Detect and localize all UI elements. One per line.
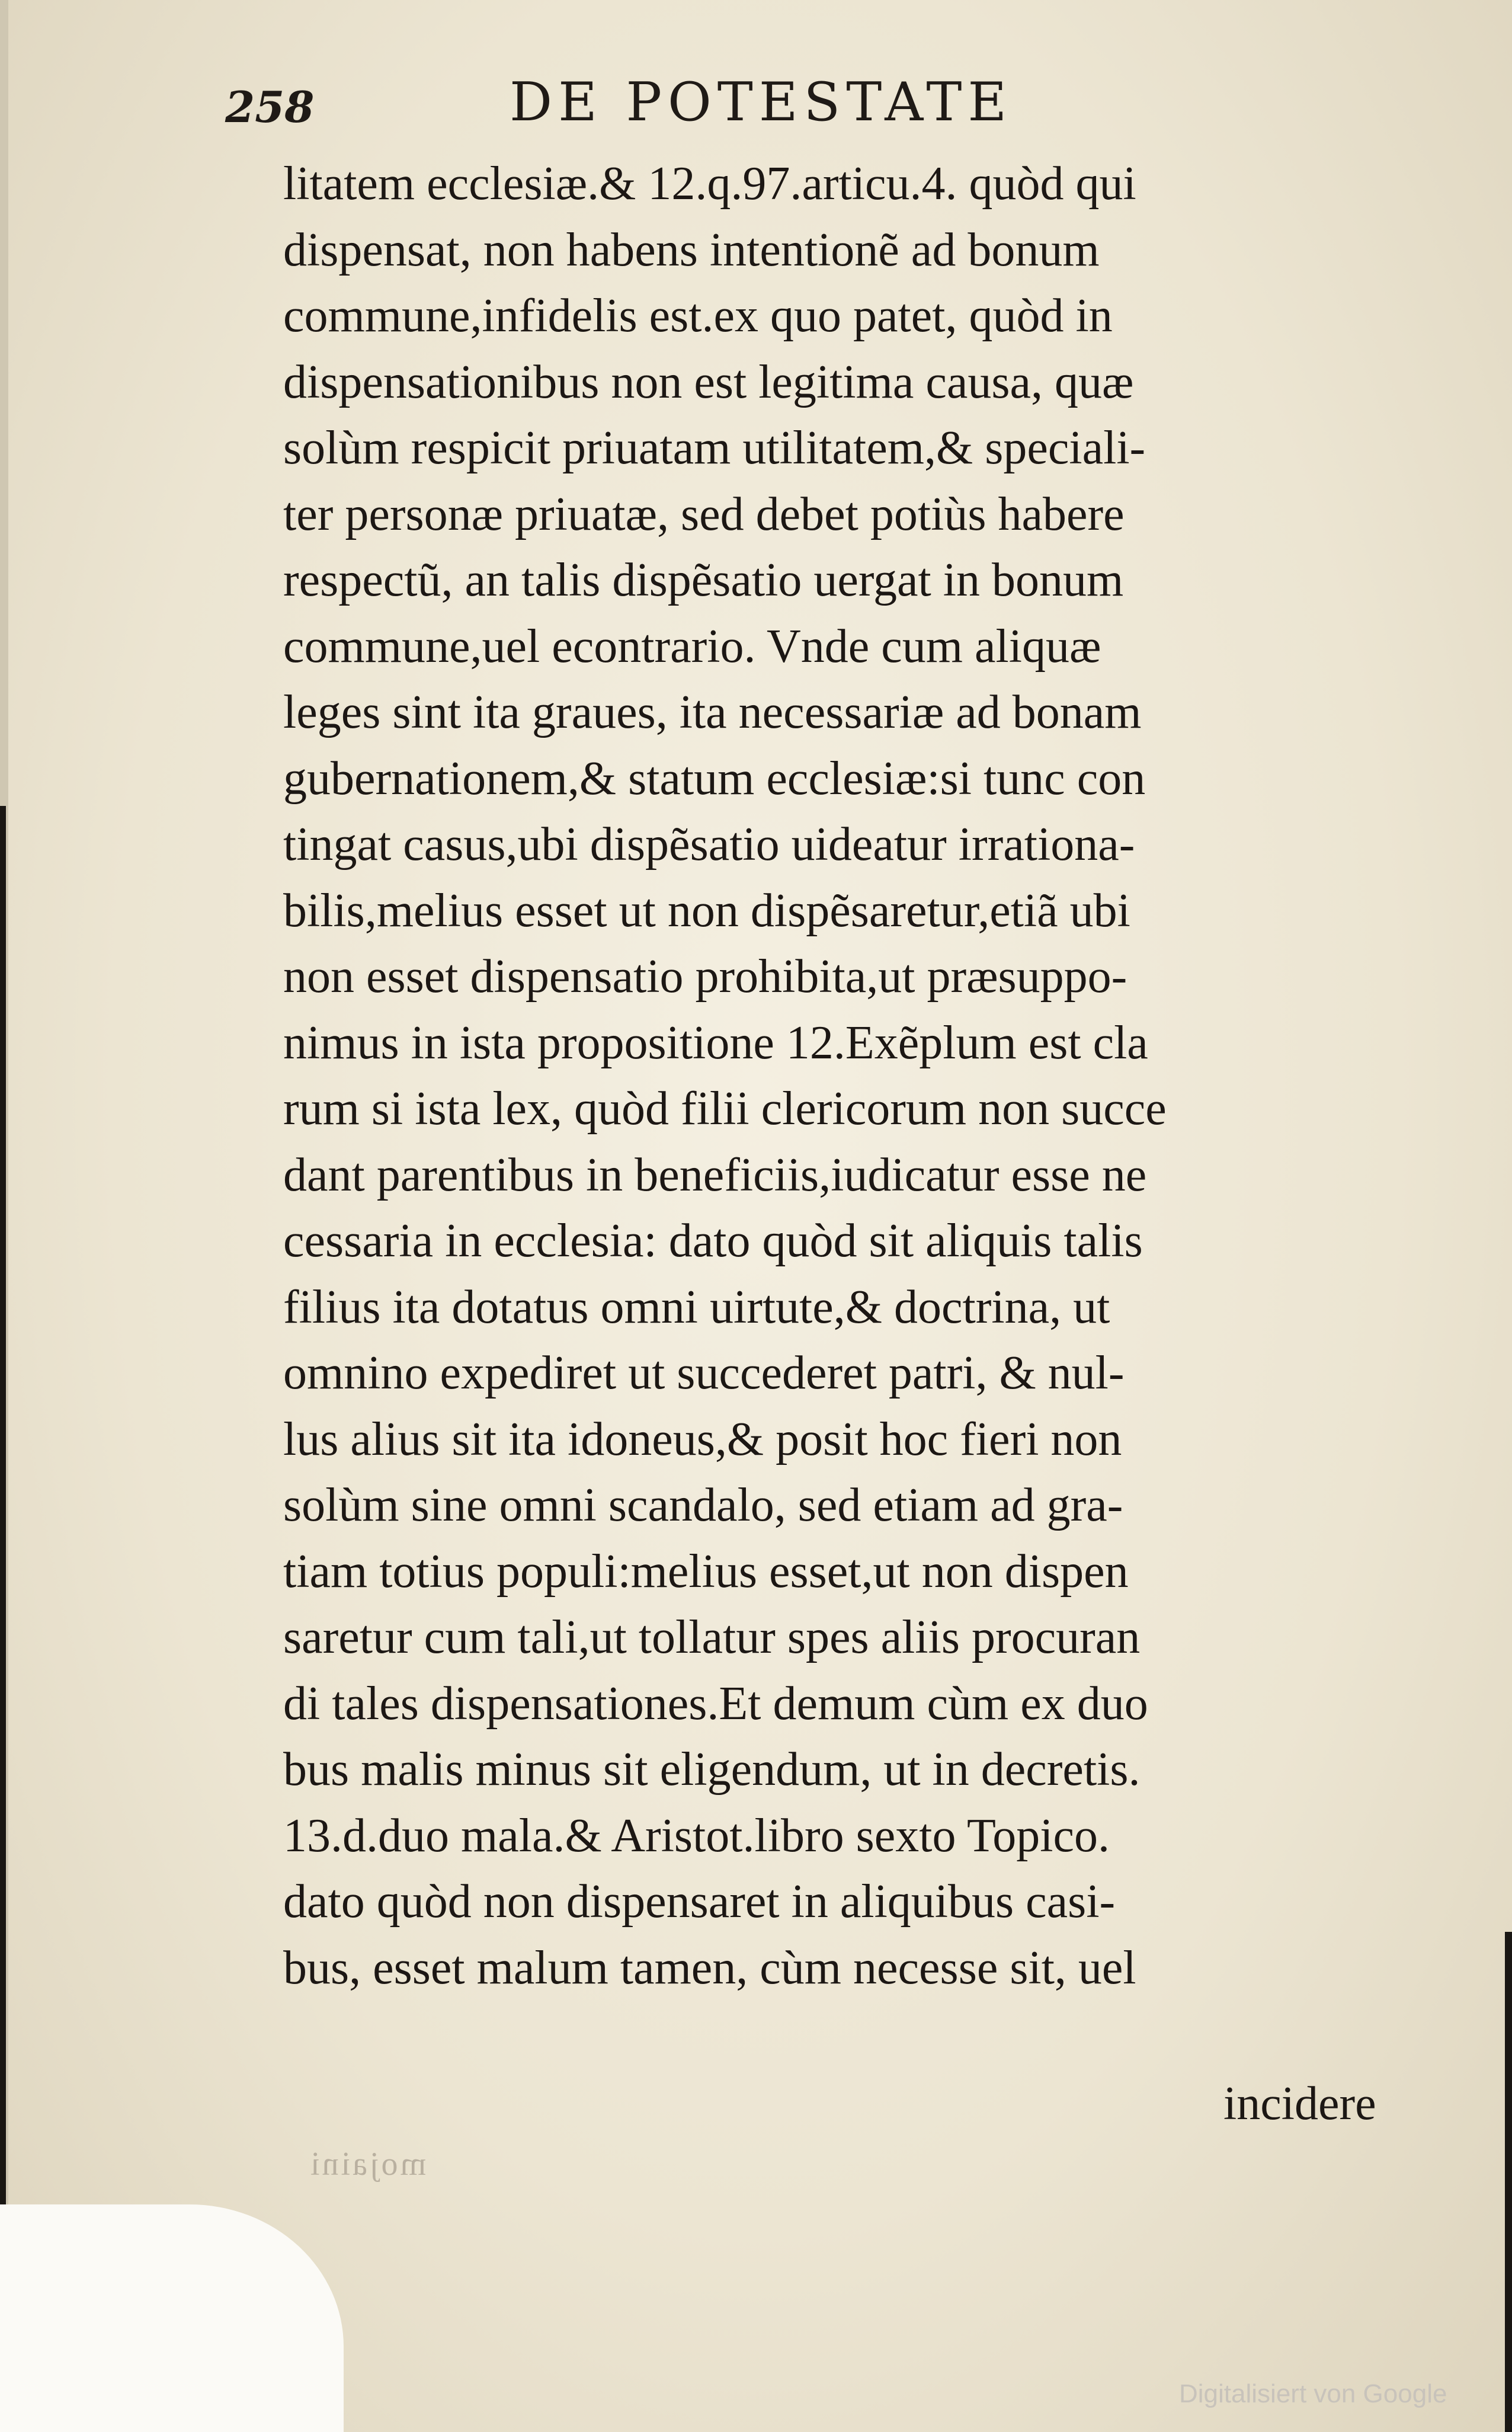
torn-corner — [0, 2204, 344, 2432]
scan-edge-right — [1505, 1932, 1512, 2432]
text-line: commune,infidelis est.ex quo patet, quòd in — [283, 290, 1113, 342]
text-line: solùm sine omni scandalo, sed etiam ad gra- — [283, 1479, 1123, 1531]
text-line: leges sint ita graues, ita necessariæ ad bonam — [283, 686, 1142, 738]
text-line: dant parentibus in beneficiis,iudicatur esse ne — [283, 1148, 1147, 1201]
text-line: litatem ecclesiæ.& 12.q.97.articu.4. quòd qui — [283, 158, 1136, 210]
body-text — [283, 151, 1409, 2001]
bleed-through-text: mojaini — [308, 2146, 427, 2183]
text-line: solùm respicit priuatam utilitatem,& speciali- — [283, 422, 1146, 474]
text-line: non esset dispensatio prohibita,ut præsuppo- — [283, 951, 1127, 1003]
text-line: bus malis minus sit eligendum, ut in decretis. — [283, 1743, 1141, 1796]
page-number: 258 — [225, 82, 315, 132]
text-line: tingat casus,ubi dispẽsatio uideatur irrationa- — [283, 818, 1135, 871]
text-line: dato quòd non dispensaret in aliquibus casi- — [283, 1876, 1116, 1928]
text-line: ter personæ priuatæ, sed debet potiùs habere — [283, 488, 1125, 540]
text-line: gubernationem,& statum ecclesiæ:si tunc con — [283, 752, 1146, 805]
text-line: respectũ, an talis dispẽsatio uergat in bonum — [283, 554, 1124, 606]
text-line: bus, esset malum tamen, cùm necesse sit, uel — [283, 1941, 1136, 1994]
text-line: nimus in ista propositione 12.Exẽplum est cla — [283, 1016, 1148, 1069]
text-line: omnino expediret ut succederet patri, & nul- — [283, 1347, 1125, 1399]
page-header — [225, 71, 1380, 142]
text-line: dispensat, non habens intentionẽ ad bonum — [283, 223, 1100, 276]
catchword: incidere — [1223, 2078, 1376, 2130]
text-line: di tales dispensationes.Et demum cùm ex duo — [283, 1677, 1148, 1730]
text-line: bilis,melius esset ut non dispẽsaretur,etiã ubi — [283, 884, 1130, 937]
running-title: DE POTESTATE — [510, 71, 1013, 133]
text-line: lus alius sit ita idoneus,& posit hoc fieri non — [283, 1413, 1122, 1465]
text-line: filius ita dotatus omni uirtute,& doctrina, ut — [283, 1281, 1110, 1333]
text-line: 13.d.duo mala.& Aristot.libro sexto Topico. — [283, 1809, 1110, 1862]
text-line: saretur cum tali,ut tollatur spes aliis procuran — [283, 1611, 1141, 1663]
text-line: commune,uel econtrario. Vnde cum aliquæ — [283, 620, 1101, 673]
text-line: tiam totius populi:melius esset,ut non dispen — [283, 1545, 1129, 1598]
digitization-watermark: Digitalisiert von Google — [1179, 2379, 1447, 2408]
text-line: cessaria in ecclesia: dato quòd sit aliquis talis — [283, 1215, 1143, 1267]
text-line: rum si ista lex, quòd filii clericorum non succe — [283, 1083, 1167, 1135]
text-line: dispensationibus non est legitima causa, quæ — [283, 356, 1134, 408]
scan-edge-left — [0, 806, 6, 2432]
